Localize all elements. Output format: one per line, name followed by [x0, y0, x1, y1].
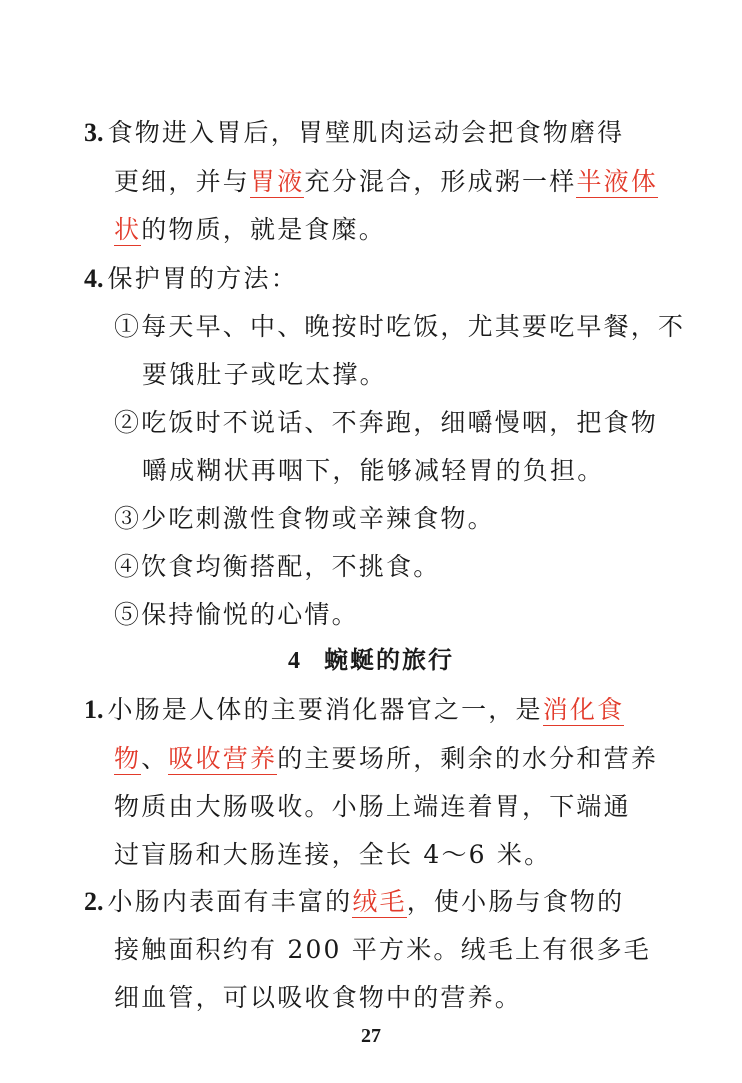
item4-sub2-line2: 嚼成糊状再咽下，能够减轻胃的负担。: [142, 456, 605, 485]
item-number: 3.: [84, 118, 104, 147]
s-item1-line1: [84, 694, 624, 726]
item4-title: [84, 263, 298, 295]
text: 更细，并与: [114, 167, 251, 196]
s-item2-line1: [84, 886, 624, 918]
item4-sub1-line2: 要饿肚子或吃太撑。: [142, 360, 387, 389]
text: 小肠内表面有丰富的: [107, 887, 353, 916]
answer-absorb-nutrients: 吸收营养: [168, 744, 278, 773]
answer-semi-liquid: 半液体: [576, 167, 659, 196]
text: 的物质，就是食糜。: [141, 215, 387, 244]
page-number: 27: [361, 1025, 381, 1047]
section-title: 蜿蜒的旅行: [324, 646, 454, 674]
item4-sub4: ④饮食均衡搭配，不挑食。: [114, 552, 441, 581]
item4-sub3: ③少吃刺激性食物或辛辣食物。: [114, 504, 495, 533]
s-item1-line3: 物质由大肠吸收。小肠上端连着胃，下端通: [114, 792, 631, 821]
answer-digest-food: 消化食: [542, 695, 625, 724]
item4-sub5: ⑤保持愉悦的心情。: [114, 600, 359, 629]
item4-sub2-line1: ②吃饭时不说话、不奔跑，细嚼慢咽，把食物: [114, 408, 659, 437]
item-number: 4.: [84, 264, 104, 293]
s-item1-line2: [114, 743, 658, 775]
text: 保护胃的方法：: [107, 264, 298, 293]
item3-line3: [114, 214, 386, 246]
answer-semi-liquid-cont: 状: [114, 215, 142, 244]
text: ，使小肠与食物的: [406, 887, 625, 916]
item4-sub1-line1: ①每天早、中、晚按时吃饭，尤其要吃早餐，不: [114, 312, 686, 341]
item-number: 1.: [84, 695, 104, 724]
text: 、: [141, 744, 169, 773]
s-item2-line2: 接触面积约有 200 平方米。绒毛上有很多毛: [114, 935, 652, 964]
s-item1-line4: 过盲肠和大肠连接，全长 4～6 米。: [114, 840, 552, 869]
section-number: 4: [288, 648, 302, 674]
answer-digest-food-cont: 物: [114, 744, 142, 773]
text: 食物进入胃后，胃壁肌肉运动会把食物磨得: [107, 118, 625, 147]
section-heading: [0, 644, 742, 677]
item3-line1: [84, 117, 624, 149]
answer-villi: 绒毛: [352, 887, 407, 916]
text: 的主要场所，剩余的水分和营养: [277, 744, 659, 773]
s-item2-line3: 细血管，可以吸收食物中的营养。: [114, 983, 523, 1012]
text: 小肠是人体的主要消化器官之一，是: [107, 695, 543, 724]
item-number: 2.: [84, 887, 104, 916]
answer-gastric-juice: 胃液: [250, 167, 305, 196]
item3-line2: [114, 166, 658, 198]
text: 充分混合，形成粥一样: [304, 167, 577, 196]
